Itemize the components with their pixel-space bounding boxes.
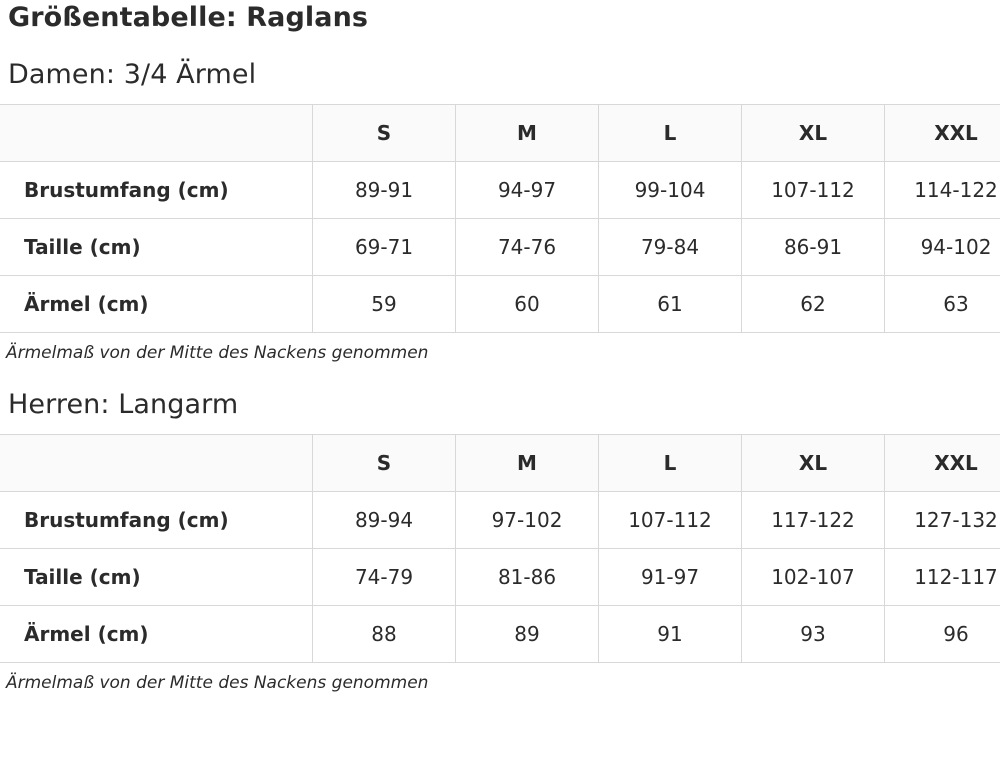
column-header-xxl: XXL bbox=[885, 435, 1000, 492]
cell-chest-xxl: 127-132 bbox=[885, 492, 1000, 549]
table-note-mens: Ärmelmaß von der Mitte des Nackens genommen bbox=[6, 673, 429, 693]
cell-sleeve-xl: 93 bbox=[742, 606, 885, 663]
cell-waist-xl: 86-91 bbox=[742, 219, 885, 276]
column-header-l: L bbox=[599, 435, 742, 492]
cell-chest-s: 89-91 bbox=[313, 162, 456, 219]
table-corner-cell bbox=[0, 435, 313, 492]
column-header-xl: XL bbox=[742, 435, 885, 492]
table-row bbox=[0, 549, 1000, 606]
table-header-row bbox=[0, 105, 1000, 162]
table-row bbox=[0, 219, 1000, 276]
table-head bbox=[0, 105, 1000, 162]
cell-waist-l: 79-84 bbox=[599, 219, 742, 276]
column-header-s: S bbox=[313, 435, 456, 492]
cell-waist-xl: 102-107 bbox=[742, 549, 885, 606]
page-title: Größentabelle: Raglans bbox=[8, 2, 369, 33]
cell-waist-l: 91-97 bbox=[599, 549, 742, 606]
table-row bbox=[0, 492, 1000, 549]
table-body bbox=[0, 162, 1000, 333]
table-note-womens: Ärmelmaß von der Mitte des Nackens genommen bbox=[6, 343, 429, 363]
cell-waist-xxl: 94-102 bbox=[885, 219, 1000, 276]
row-label-chest: Brustumfang (cm) bbox=[0, 162, 313, 219]
cell-sleeve-m: 89 bbox=[456, 606, 599, 663]
cell-chest-m: 97-102 bbox=[456, 492, 599, 549]
cell-chest-l: 99-104 bbox=[599, 162, 742, 219]
row-label-chest: Brustumfang (cm) bbox=[0, 492, 313, 549]
size-table-mens bbox=[0, 434, 1000, 663]
table-header-row bbox=[0, 435, 1000, 492]
cell-sleeve-l: 91 bbox=[599, 606, 742, 663]
row-label-sleeve: Ärmel (cm) bbox=[0, 606, 313, 663]
cell-sleeve-s: 59 bbox=[313, 276, 456, 333]
row-label-waist: Taille (cm) bbox=[0, 219, 313, 276]
cell-sleeve-xxl: 96 bbox=[885, 606, 1000, 663]
table-row bbox=[0, 276, 1000, 333]
column-header-m: M bbox=[456, 105, 599, 162]
cell-chest-m: 94-97 bbox=[456, 162, 599, 219]
row-label-sleeve: Ärmel (cm) bbox=[0, 276, 313, 333]
cell-chest-s: 89-94 bbox=[313, 492, 456, 549]
cell-sleeve-xxl: 63 bbox=[885, 276, 1000, 333]
cell-waist-m: 74-76 bbox=[456, 219, 599, 276]
column-header-s: S bbox=[313, 105, 456, 162]
cell-waist-m: 81-86 bbox=[456, 549, 599, 606]
cell-sleeve-s: 88 bbox=[313, 606, 456, 663]
column-header-m: M bbox=[456, 435, 599, 492]
cell-sleeve-xl: 62 bbox=[742, 276, 885, 333]
row-label-waist: Taille (cm) bbox=[0, 549, 313, 606]
size-table-womens bbox=[0, 104, 1000, 333]
section-heading-mens: Herren: Langarm bbox=[8, 389, 239, 420]
cell-waist-s: 69-71 bbox=[313, 219, 456, 276]
table-row bbox=[0, 162, 1000, 219]
cell-chest-xl: 117-122 bbox=[742, 492, 885, 549]
cell-chest-xxl: 114-122 bbox=[885, 162, 1000, 219]
table-head bbox=[0, 435, 1000, 492]
column-header-xxl: XXL bbox=[885, 105, 1000, 162]
cell-sleeve-m: 60 bbox=[456, 276, 599, 333]
cell-chest-l: 107-112 bbox=[599, 492, 742, 549]
table-corner-cell bbox=[0, 105, 313, 162]
column-header-l: L bbox=[599, 105, 742, 162]
cell-waist-s: 74-79 bbox=[313, 549, 456, 606]
table-body bbox=[0, 492, 1000, 663]
cell-chest-xl: 107-112 bbox=[742, 162, 885, 219]
cell-waist-xxl: 112-117 bbox=[885, 549, 1000, 606]
table-row bbox=[0, 606, 1000, 663]
cell-sleeve-l: 61 bbox=[599, 276, 742, 333]
section-heading-womens: Damen: 3/4 Ärmel bbox=[8, 59, 257, 90]
column-header-xl: XL bbox=[742, 105, 885, 162]
